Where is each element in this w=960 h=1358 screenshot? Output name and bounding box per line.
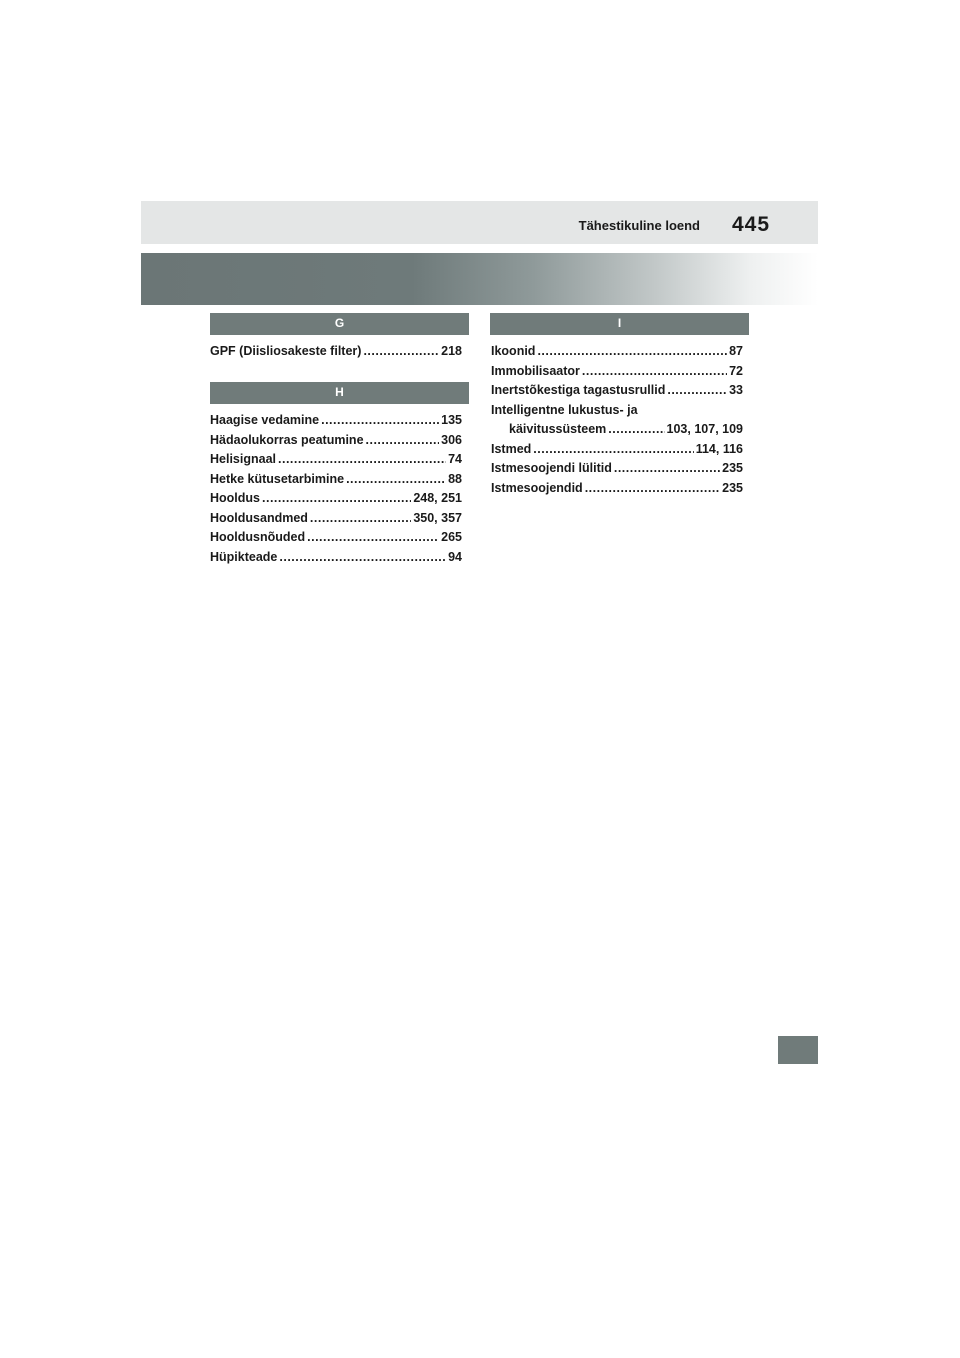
letter-header-i: I	[490, 313, 749, 335]
leader-dots	[614, 459, 720, 479]
chapter-tab	[778, 1036, 818, 1064]
index-entry[interactable]	[210, 470, 462, 490]
page-number: 445	[732, 213, 771, 236]
index-entry[interactable]	[210, 528, 462, 548]
index-entry[interactable]	[491, 381, 743, 401]
index-entry[interactable]	[491, 440, 743, 460]
header-band	[141, 201, 818, 244]
index-pages: 94	[448, 549, 462, 564]
letter-header-h: H	[210, 382, 469, 404]
leader-dots	[585, 479, 720, 499]
index-term: Istmesoojendid	[491, 480, 583, 495]
index-list-i	[491, 342, 743, 498]
index-pages: 72	[729, 363, 743, 378]
leader-dots	[262, 489, 411, 509]
index-pages: 235	[722, 480, 743, 495]
index-term: Hädaolukorras peatumine	[210, 432, 364, 447]
index-pages: 74	[448, 452, 462, 466]
leader-dots	[366, 431, 440, 451]
leader-dots	[346, 470, 446, 490]
index-pages: 248, 251	[413, 491, 462, 505]
index-entry[interactable]	[210, 548, 462, 568]
index-pages: 350, 357	[413, 510, 462, 525]
letter-header-g: G	[210, 313, 469, 335]
index-pages: 265	[441, 530, 462, 544]
index-entry[interactable]	[210, 431, 462, 451]
leader-dots	[278, 450, 446, 470]
index-term: Helisignaal	[210, 452, 276, 466]
index-pages: 218	[441, 344, 462, 358]
index-pages: 87	[729, 344, 743, 358]
index-pages: 103, 107, 109	[666, 422, 743, 436]
index-pages: 235	[722, 461, 743, 475]
index-entry[interactable]	[210, 450, 462, 470]
index-entry[interactable]	[491, 401, 743, 440]
index-term: Hooldusnõuded	[210, 530, 306, 544]
index-entry[interactable]	[210, 489, 462, 509]
index-entry[interactable]	[210, 411, 462, 431]
leader-dots	[363, 342, 439, 362]
leader-dots	[582, 362, 727, 382]
decorative-gradient-bar	[141, 253, 818, 305]
index-term: Hüpikteade	[210, 549, 278, 564]
leader-dots	[279, 548, 446, 568]
index-entry[interactable]	[210, 342, 462, 362]
leader-dots	[321, 411, 439, 431]
index-pages: 135	[441, 413, 462, 427]
index-entry[interactable]	[491, 342, 743, 362]
index-term: GPF (Diisliosakeste filter)	[210, 344, 362, 358]
index-entry[interactable]	[491, 479, 743, 499]
leader-dots	[307, 528, 439, 548]
index-pages: 114, 116	[695, 441, 743, 456]
index-entry[interactable]	[210, 509, 462, 529]
index-term: Istmed	[491, 441, 532, 456]
index-pages: 33	[729, 383, 743, 397]
index-list-g	[210, 342, 462, 362]
index-term: Ikoonid	[491, 344, 536, 358]
index-term: Hooldus	[210, 491, 260, 505]
index-entry[interactable]	[491, 459, 743, 479]
leader-dots	[310, 509, 411, 529]
index-list-h	[210, 411, 462, 567]
section-title: Tähestikuline loend	[578, 218, 700, 233]
index-term: Istmesoojendi lülitid	[491, 461, 612, 475]
index-term: Haagise vedamine	[210, 413, 320, 427]
leader-dots	[533, 440, 693, 460]
index-term: Immobilisaator	[491, 363, 580, 378]
index-entry[interactable]	[491, 362, 743, 382]
index-term-continued: käivitussüsteem	[509, 422, 607, 436]
leader-dots	[608, 420, 664, 440]
index-term: Hooldusandmed	[210, 510, 308, 525]
index-term: Hetke kütusetarbimine	[210, 471, 345, 486]
leader-dots	[667, 381, 727, 401]
index-pages: 88	[448, 471, 462, 486]
index-term: Inertstõkestiga tagastusrullid	[491, 383, 666, 397]
index-pages: 306	[441, 432, 462, 447]
index-term: Intelligentne lukustus- ja	[491, 402, 638, 417]
leader-dots	[537, 342, 727, 362]
